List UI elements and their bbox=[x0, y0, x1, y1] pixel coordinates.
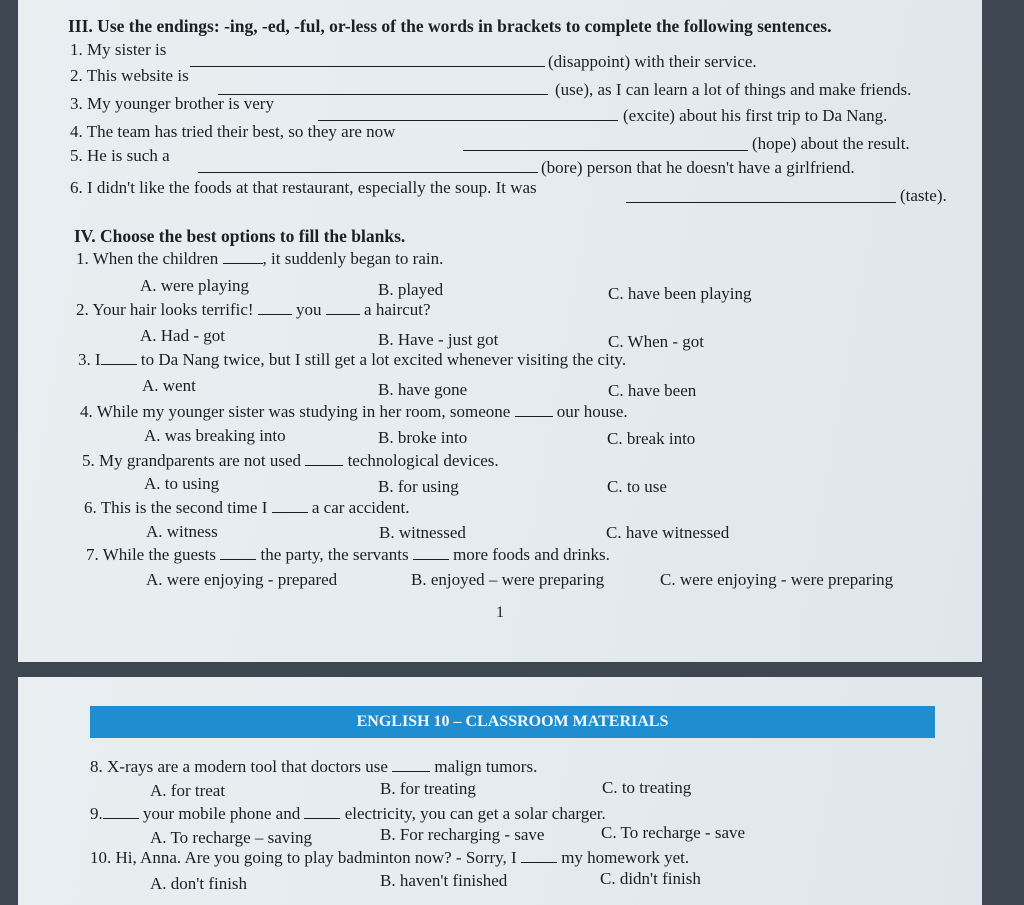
q3-option-a[interactable]: A. went bbox=[142, 376, 196, 395]
s3-item-1-word: (disappoint) with their service. bbox=[548, 52, 757, 71]
q7-option-b[interactable]: B. enjoyed – were preparing bbox=[411, 570, 605, 589]
q3-stem bbox=[78, 350, 626, 370]
q2-option-c[interactable]: C. When - got bbox=[608, 332, 705, 351]
q6-blank[interactable] bbox=[272, 498, 308, 513]
worksheet-page-2 bbox=[18, 677, 982, 905]
q2-stem-part1: 2. Your hair looks terrific! bbox=[76, 300, 254, 319]
q10-option-a[interactable]: A. don't finish bbox=[150, 874, 248, 893]
q2-stem-part2: you bbox=[296, 300, 322, 319]
q6-option-b[interactable]: B. witnessed bbox=[379, 523, 466, 542]
q7-option-c[interactable]: C. were enjoying - were preparing bbox=[660, 570, 894, 589]
q3-stem-part2: to Da Nang twice, but I still get a lot excited whenever visiting the city. bbox=[140, 350, 627, 369]
q1-stem-part1: 1. When the children bbox=[76, 249, 219, 268]
q8-option-b[interactable]: B. for treating bbox=[380, 779, 476, 798]
q8-stem bbox=[90, 757, 537, 777]
q7-stem-part1: 7. While the guests bbox=[86, 545, 216, 564]
s3-item-4-blank[interactable] bbox=[463, 150, 748, 151]
page-number: 1 bbox=[496, 604, 504, 621]
q9-blank-1[interactable] bbox=[103, 804, 139, 819]
q4-stem-part2: our house. bbox=[556, 402, 628, 421]
s3-item-5-blank[interactable] bbox=[198, 172, 538, 173]
q9-option-c[interactable]: C. To recharge - save bbox=[601, 823, 746, 842]
q8-option-c[interactable]: C. to treating bbox=[602, 778, 692, 797]
q7-blank-2[interactable] bbox=[413, 545, 449, 560]
q2-blank-2[interactable] bbox=[326, 300, 360, 315]
q8-blank[interactable] bbox=[392, 757, 430, 772]
q8-stem-part2: malign tumors. bbox=[434, 757, 538, 776]
q2-blank-1[interactable] bbox=[258, 300, 292, 315]
s3-item-6-blank[interactable] bbox=[626, 202, 896, 203]
q5-stem bbox=[82, 451, 499, 471]
q1-blank[interactable] bbox=[223, 249, 263, 264]
s3-item-3-word: (excite) about his first trip to Da Nang. bbox=[623, 106, 888, 125]
q6-option-a[interactable]: A. witness bbox=[146, 522, 218, 541]
q10-blank[interactable] bbox=[521, 848, 557, 863]
q5-stem-part1: 5. My grandparents are not used bbox=[82, 451, 302, 470]
q4-blank[interactable] bbox=[515, 402, 553, 417]
q5-option-b[interactable]: B. for using bbox=[378, 477, 459, 496]
q2-stem bbox=[76, 300, 431, 320]
q6-stem-part1: 6. This is the second time I bbox=[84, 498, 268, 517]
q2-option-b[interactable]: B. Have - just got bbox=[378, 330, 499, 349]
q1-option-b[interactable]: B. played bbox=[378, 280, 444, 299]
q8-stem-part1: 8. X-rays are a modern tool that doctors use bbox=[90, 757, 388, 776]
q3-stem-part1: 3. I bbox=[78, 350, 101, 369]
q4-stem bbox=[80, 402, 628, 422]
s3-item-5-word: (bore) person that he doesn't have a girlfriend. bbox=[541, 158, 855, 177]
q4-option-c[interactable]: C. break into bbox=[607, 429, 696, 448]
q4-option-a[interactable]: A. was breaking into bbox=[144, 426, 286, 445]
s3-item-1-text: 1. My sister is bbox=[70, 40, 167, 59]
q1-option-c[interactable]: C. have been playing bbox=[608, 284, 752, 303]
s3-item-2-word: (use), as I can learn a lot of things and make friends. bbox=[555, 80, 912, 99]
q7-stem-part2: the party, the servants bbox=[260, 545, 409, 564]
q7-stem bbox=[86, 545, 610, 565]
s3-item-3-blank[interactable] bbox=[318, 120, 618, 121]
q7-option-a[interactable]: A. were enjoying - prepared bbox=[146, 570, 338, 589]
q10-stem bbox=[90, 848, 689, 868]
q1-stem-part2: , it suddenly began to rain. bbox=[262, 249, 444, 268]
q10-option-c[interactable]: C. didn't finish bbox=[600, 869, 701, 888]
q5-option-c[interactable]: C. to use bbox=[607, 477, 667, 496]
section-3-heading: III. Use the endings: -ing, -ed, -ful, or-less of the words in brackets to complete the following sentences. bbox=[68, 16, 832, 36]
q4-option-b[interactable]: B. broke into bbox=[378, 428, 468, 447]
s3-item-4-word: (hope) about the result. bbox=[752, 134, 910, 153]
q1-option-a[interactable]: A. were playing bbox=[140, 276, 250, 295]
worksheet-page-1 bbox=[18, 0, 982, 662]
q6-stem-part2: a car accident. bbox=[311, 498, 410, 517]
s3-item-2-text: 2. This website is bbox=[70, 66, 189, 85]
q4-stem-part1: 4. While my younger sister was studying in her room, someone bbox=[80, 402, 511, 421]
q7-stem-part3: more foods and drinks. bbox=[453, 545, 610, 564]
q2-option-a[interactable]: A. Had - got bbox=[140, 326, 225, 345]
q10-option-b[interactable]: B. haven't finished bbox=[380, 871, 508, 890]
q10-stem-part2: my homework yet. bbox=[561, 848, 690, 867]
section-4-heading: IV. Choose the best options to fill the blanks. bbox=[74, 226, 406, 246]
q9-stem bbox=[90, 804, 606, 824]
q9-stem-part2: your mobile phone and bbox=[143, 804, 301, 823]
q7-blank-1[interactable] bbox=[220, 545, 256, 560]
q9-option-a[interactable]: A. To recharge – saving bbox=[150, 828, 312, 847]
q3-option-c[interactable]: C. have been bbox=[608, 381, 697, 400]
q9-blank-2[interactable] bbox=[304, 804, 340, 819]
q2-stem-part3: a haircut? bbox=[364, 300, 431, 319]
s3-item-5-text: 5. He is such a bbox=[70, 146, 170, 165]
q10-stem-part1: 10. Hi, Anna. Are you going to play badminton now? - Sorry, I bbox=[90, 848, 517, 867]
q6-option-c[interactable]: C. have witnessed bbox=[606, 523, 730, 542]
materials-banner: ENGLISH 10 – CLASSROOM MATERIALS bbox=[90, 706, 935, 738]
q9-stem-part1: 9. bbox=[90, 804, 103, 823]
q9-stem-part3: electricity, you can get a solar charger. bbox=[344, 804, 606, 823]
q6-stem bbox=[84, 498, 410, 518]
s3-item-1-blank[interactable] bbox=[190, 66, 545, 67]
q5-option-a[interactable]: A. to using bbox=[144, 474, 220, 493]
s3-item-3-text: 3. My younger brother is very bbox=[70, 94, 274, 113]
q5-stem-part2: technological devices. bbox=[347, 451, 499, 470]
q8-option-a[interactable]: A. for treat bbox=[150, 781, 226, 800]
s3-item-6-word: (taste). bbox=[900, 186, 947, 205]
q3-blank[interactable] bbox=[101, 350, 137, 365]
q3-option-b[interactable]: B. have gone bbox=[378, 380, 468, 399]
q1-stem bbox=[76, 249, 443, 269]
q9-option-b[interactable]: B. For recharging - save bbox=[380, 825, 545, 844]
s3-item-6-text: 6. I didn't like the foods at that restaurant, especially the soup. It was bbox=[70, 178, 537, 197]
s3-item-4-text: 4. The team has tried their best, so they are now bbox=[70, 122, 396, 141]
q5-blank[interactable] bbox=[305, 451, 343, 466]
